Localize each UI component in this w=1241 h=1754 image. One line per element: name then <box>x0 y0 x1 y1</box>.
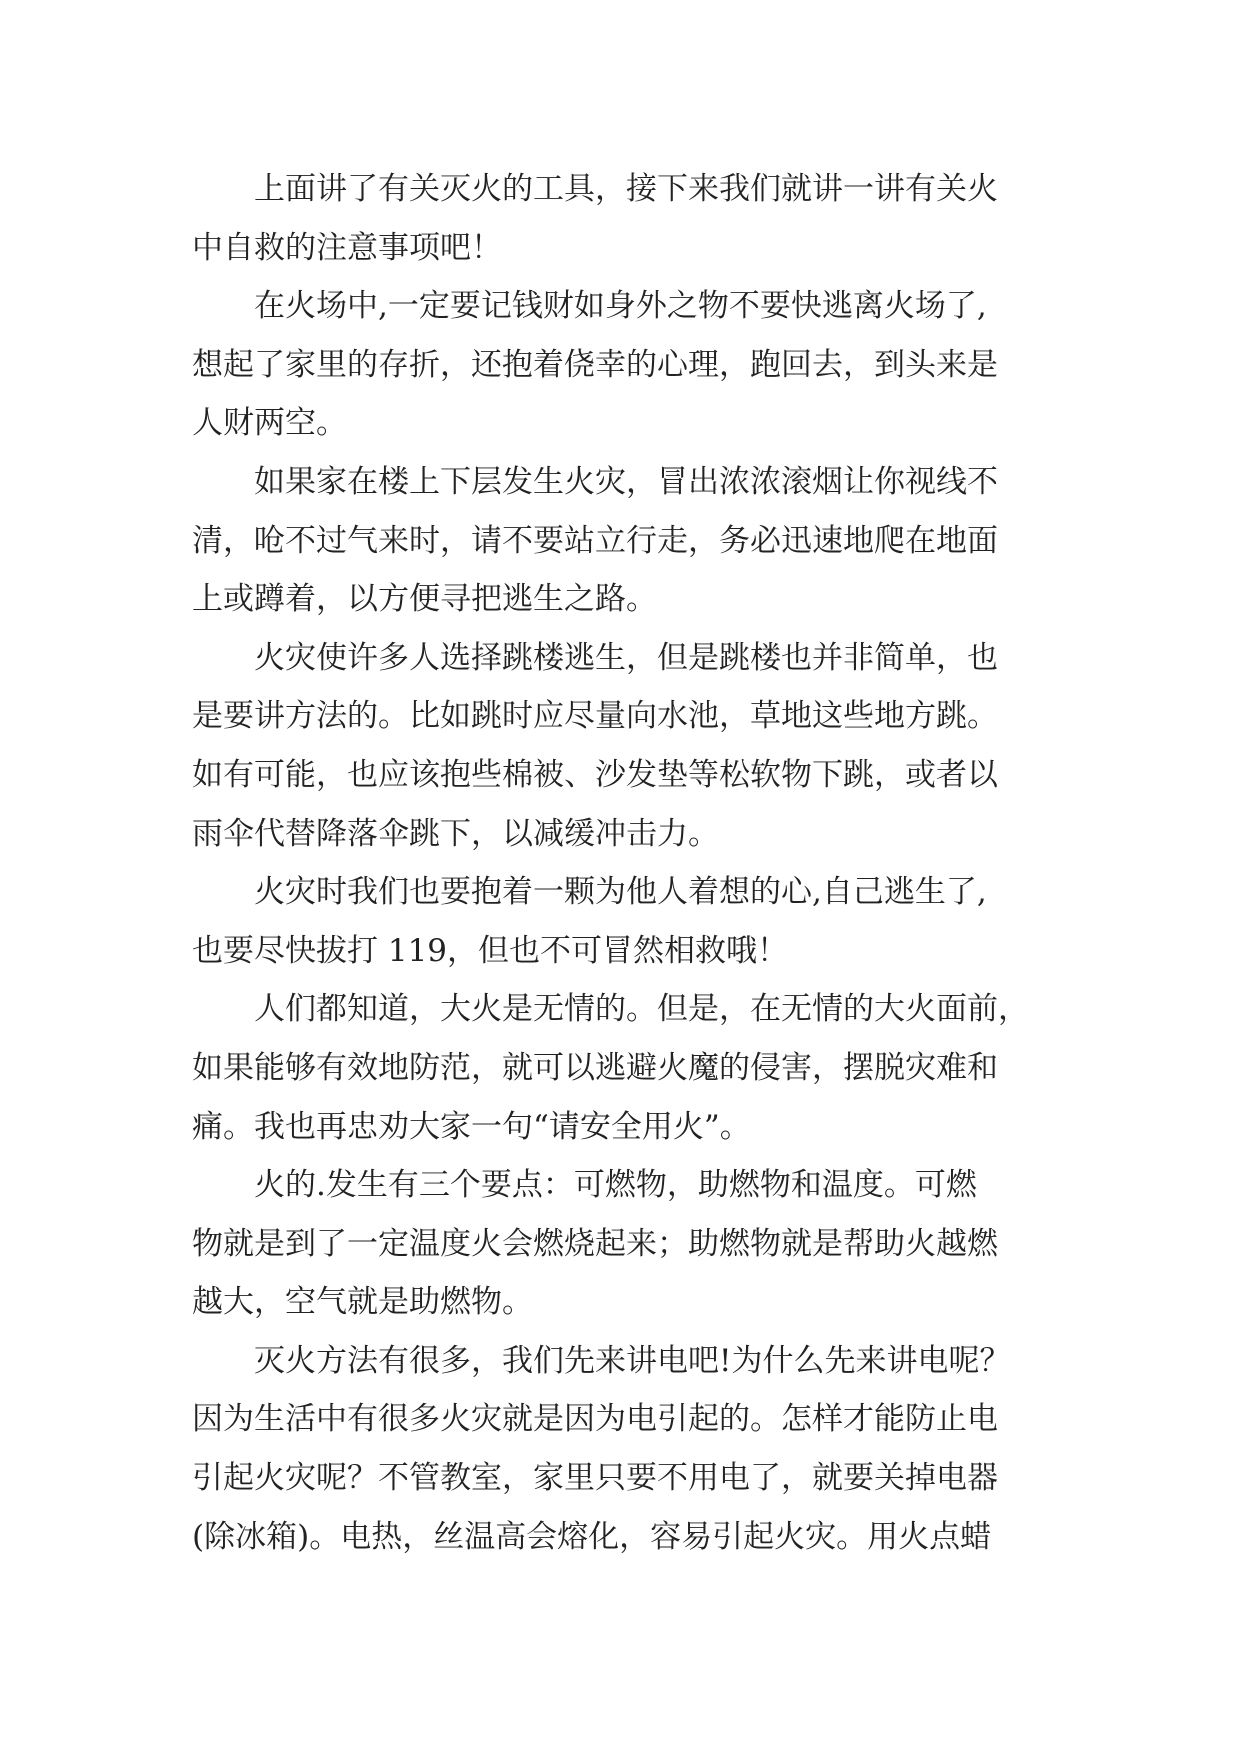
text-line: 火灾时我们也要抱着一颗为他人着想的心,自己逃生了, <box>254 874 987 911</box>
text-line: 人们都知道，大火是无情的。但是，在无情的大火面前， <box>254 991 1029 1028</box>
text-line: 也要尽快拔打 119，但也不可冒然相救哦！ <box>192 932 789 969</box>
text-line: 痛。我也再忠劝大家一句“请安全用火”。 <box>192 1108 751 1145</box>
paragraph-property-warning <box>192 277 1092 453</box>
text-line: 如果能够有效地防范，就可以逃避火魔的侵害，摆脱灾难和 <box>192 1049 998 1086</box>
text-line: 灭火方法有很多，我们先来讲电吧!为什么先来讲电呢？ <box>254 1342 1011 1379</box>
text-line: 火灾使许多人选择跳楼逃生，但是跳楼也并非简单，也 <box>254 639 998 676</box>
text-line: 上面讲了有关灭火的工具，接下来我们就讲一讲有关火 <box>254 171 998 207</box>
text-line: 如有可能，也应该抱些棉被、沙发垫等松软物下跳，或者以 <box>192 756 998 793</box>
text-line: 清，呛不过气来时，请不要站立行走，务必迅速地爬在地面 <box>192 522 998 559</box>
paragraph-fire-safety-advice <box>192 980 1092 1156</box>
text-line: 物就是到了一定温度火会燃烧起来；助燃物就是帮助火越燃 <box>192 1225 998 1262</box>
paragraph-smoke-crawl <box>192 453 1092 629</box>
text-line: 人财两空。 <box>192 405 347 442</box>
text-line: (除冰箱)。电热，丝温高会熔化，容易引起火灾。用火点蜡 <box>192 1518 992 1555</box>
text-line: 雨伞代替降落伞跳下，以减缓冲击力。 <box>192 815 719 852</box>
text-line: 上或蹲着，以方便寻把逃生之路。 <box>192 581 657 618</box>
text-line: 引起火灾呢？不管教室，家里只要不用电了，就要关掉电器 <box>192 1460 998 1497</box>
text-line: 如果家在楼上下层发生火灾，冒出浓浓滚烟让你视线不 <box>254 463 998 500</box>
text-line: 是要讲方法的。比如跳时应尽量向水池，草地这些地方跳。 <box>192 698 998 735</box>
paragraph-jumping-method <box>192 629 1092 863</box>
paragraph-fire-elements <box>192 1156 1092 1332</box>
document-body <box>192 160 1092 1566</box>
text-line: 在火场中,一定要记钱财如身外之物不要快逃离火场了, <box>254 288 987 325</box>
paragraph-electrical-fire <box>192 1332 1092 1566</box>
text-line: 中自救的注意事项吧！ <box>192 229 502 266</box>
text-line: 火的.发生有三个要点：可燃物，助燃物和温度。可燃 <box>254 1167 977 1204</box>
text-line: 因为生活中有很多火灾就是因为电引起的。怎样才能防止电 <box>192 1401 998 1438</box>
paragraph-call-119 <box>192 863 1092 980</box>
text-line: 想起了家里的存折，还抱着侥幸的心理，跑回去，到头来是 <box>192 346 998 383</box>
paragraph-fire-self-rescue-intro <box>192 160 1092 277</box>
text-line: 越大，空气就是助燃物。 <box>192 1284 533 1321</box>
